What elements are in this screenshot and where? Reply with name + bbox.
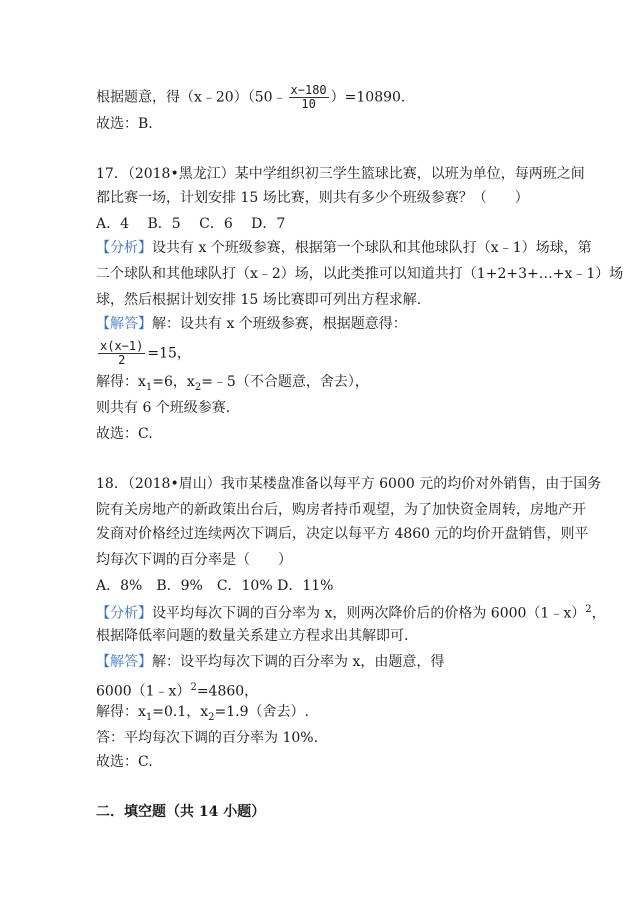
q17-equation xyxy=(96,340,191,367)
q18-stem-3: 发商对价格经过连续两次下调后，决定以每平方 4860 元的均价开盘销售，则平 xyxy=(96,526,589,542)
q17-solution-tag: 【解答】 xyxy=(96,316,152,332)
q17-frac-num: x(x−1) xyxy=(100,339,144,353)
q18-eq-b: =4860， xyxy=(196,683,259,700)
q16-answer: 故选：B. xyxy=(96,116,153,132)
q18-root1-val: =0.1，x xyxy=(152,704,209,720)
q17-root2-sub: 2 xyxy=(194,381,202,393)
q17-stem-1: 17．（2018•黑龙江）某中学组织初三学生篮球比赛，以班为单位，每两班之间 xyxy=(96,166,585,182)
q16-eq-prefix: 根据题意，得（x﹣20）（50﹣ xyxy=(96,89,287,106)
q16-fraction xyxy=(289,84,329,111)
q17-conclusion: 则共有 6 个班级参赛. xyxy=(96,400,231,416)
q18-root2-val: =1.9（舍去）. xyxy=(214,704,309,720)
q16-eq-suffix: ）=10890. xyxy=(330,89,406,106)
q18-eq-a: 6000（1﹣x） xyxy=(96,683,191,700)
q18-stem-4: 均每次下调的百分率是（ ） xyxy=(96,552,292,568)
q17-options: A．4 B．5 C．6 D．7 xyxy=(96,216,286,232)
q17-root1-sub: 1 xyxy=(145,381,153,393)
q17-analysis-1 xyxy=(96,238,592,258)
q18-answer: 故选：C. xyxy=(96,754,153,770)
q18-eq-sup: 2 xyxy=(190,682,197,693)
q18-analysis-tag: 【分析】 xyxy=(96,605,152,622)
q17-solution-1 xyxy=(96,314,407,334)
q18-analysis-1 xyxy=(96,600,606,624)
q18-conclusion: 答：平均每次下调的百分率为 10%. xyxy=(96,730,319,746)
q18-stem-1: 18．（2018•眉山）我市某楼盘准备以每平方 6000 元的均价对外销售，由于国务 xyxy=(96,476,602,492)
q17-frac-den: 2 xyxy=(118,353,126,367)
q18-solution-1 xyxy=(96,652,444,672)
q16-equation xyxy=(96,84,405,111)
q18-analysis-sup: 2 xyxy=(585,604,592,615)
q18-equation xyxy=(96,678,258,702)
q18-analysis-text-1b: ， xyxy=(591,605,606,622)
q17-analysis-2: 二个球队和其他球队打（x﹣2）场，以此类推可以知道共打（1+2+3+…+x﹣1）场 xyxy=(96,266,624,282)
section-heading: 二．填空题（共 14 小题） xyxy=(96,804,266,820)
q17-analysis-tag: 【分析】 xyxy=(96,240,152,256)
q17-roots-prefix: 解得：x xyxy=(96,374,146,390)
q17-solution-text-1: 解：设共有 x 个班级参赛，根据题意得： xyxy=(152,316,407,332)
q18-solution-tag: 【解答】 xyxy=(96,654,152,670)
q16-frac-den: 10 xyxy=(301,97,316,111)
q17-root2-val: =﹣5（不合题意，舍去）， xyxy=(201,374,369,390)
q18-root1-sub: 1 xyxy=(145,711,153,723)
q18-roots xyxy=(96,702,309,728)
q17-root1-val: =6，x xyxy=(152,374,195,390)
q18-root2-sub: 2 xyxy=(208,711,215,723)
q18-stem-2: 院有关房地产的新政策出台后，购房者持币观望，为了加快资金周转，房地产开 xyxy=(96,502,586,518)
q17-analysis-3: 球，然后根据计划安排 15 场比赛即可列出方程求解. xyxy=(96,292,422,308)
q17-analysis-text-1: 设共有 x 个班级参赛，根据第一个球队和其他球队打（x﹣1）场球，第 xyxy=(152,240,592,256)
q17-answer: 故选：C. xyxy=(96,426,153,442)
q18-analysis-text-1a: 设平均每次下调的百分率为 x，则两次降价后的价格为 6000（1﹣x） xyxy=(152,605,586,622)
q18-solution-text-1: 解：设平均每次下调的百分率为 x，由题意，得 xyxy=(152,654,445,670)
q17-roots xyxy=(96,372,369,398)
q18-roots-prefix: 解得：x xyxy=(96,704,146,720)
q16-frac-num: x−180 xyxy=(290,83,327,97)
q17-stem-2: 都比赛一场，计划安排 15 场比赛，则共有多少个班级参赛？（ ） xyxy=(96,190,529,206)
q18-options: A．8% B．9% C．10% D．11% xyxy=(96,578,334,594)
q17-fraction xyxy=(98,340,145,367)
q17-eq-suffix: =15， xyxy=(147,345,191,362)
q18-analysis-2: 根据降低率问题的数量关系建立方程求出其解即可. xyxy=(96,628,409,644)
